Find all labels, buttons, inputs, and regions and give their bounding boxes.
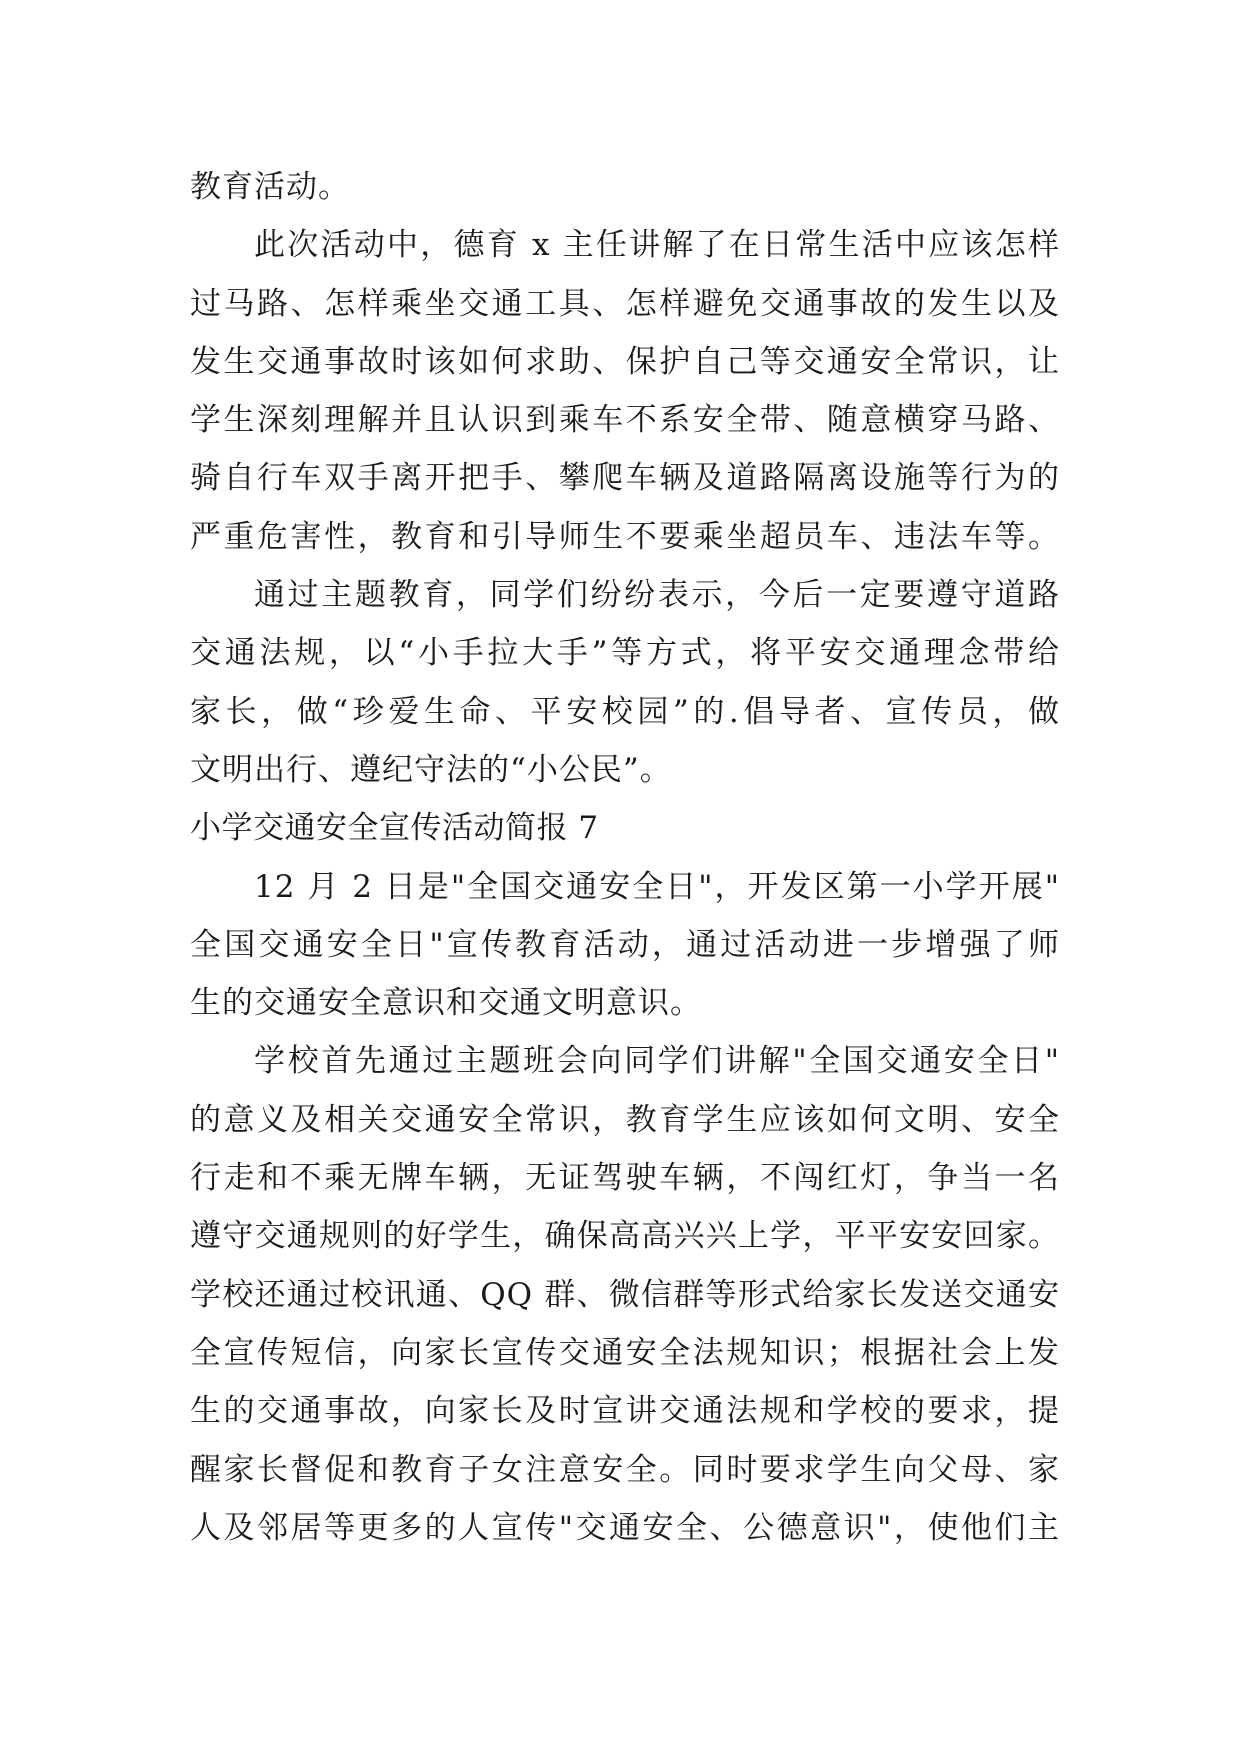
text-line: 学生深刻理解并且认识到乘车不系安全带、随意横穿马路、 xyxy=(190,402,1060,439)
text-line: 文明出行、遵纪守法的“小公民”。 xyxy=(190,751,672,788)
text-line: 家长，做“珍爱生命、平安校园”的.倡导者、宣传员，做 xyxy=(190,693,1060,730)
paragraph-first-line: 学校首先通过主题班会向同学们讲解"全国交通安全日" xyxy=(254,1043,1060,1080)
text-line: 遵守交通规则的好学生，确保高高兴兴上学，平平安安回家。 xyxy=(190,1218,1060,1255)
text-line: 交通法规，以“小手拉大手”等方式，将平安交通理念带给 xyxy=(190,635,1060,672)
paragraph-first-line: 12 月 2 日是"全国交通安全日"，开发区第一小学开展" xyxy=(254,868,1060,905)
text-line: 发生交通事故时该如何求助、保护自己等交通安全常识，让 xyxy=(190,343,1060,380)
text-line: 的意义及相关交通安全常识，教育学生应该如何文明、安全 xyxy=(190,1101,1060,1138)
text-line: 行走和不乘无牌车辆，无证驾驶车辆，不闯红灯，争当一名 xyxy=(190,1160,1060,1197)
document-body xyxy=(190,158,1060,1557)
text-line: 生的交通事故，向家长及时宣讲交通法规和学校的要求，提 xyxy=(190,1393,1060,1430)
text-line: 醒家长督促和教育子女注意安全。同时要求学生向父母、家 xyxy=(190,1451,1060,1488)
text-line: 全国交通安全日"宣传教育活动，通过活动进一步增强了师 xyxy=(190,926,1060,963)
text-line: 人及邻居等更多的人宣传"交通安全、公德意识"，使他们主 xyxy=(190,1509,1060,1546)
text-line: 教育活动。 xyxy=(190,169,350,205)
paragraph-first-line: 此次活动中，德育 x 主任讲解了在日常生活中应该怎样 xyxy=(254,227,1060,264)
text-line: 学校还通过校讯通、QQ 群、微信群等形式给家长发送交通安 xyxy=(190,1276,1060,1313)
text-line: 严重危害性，教育和引导师生不要乘坐超员车、违法车等。 xyxy=(190,518,1060,555)
text-line: 全宣传短信，向家长宣传交通安全法规知识；根据社会上发 xyxy=(190,1334,1060,1371)
text-line: 过马路、怎样乘坐交通工具、怎样避免交通事故的发生以及 xyxy=(190,285,1060,322)
text-line: 骑自行车双手离开把手、攀爬车辆及道路隔离设施等行为的 xyxy=(190,460,1060,497)
paragraph-first-line: 通过主题教育，同学们纷纷表示，今后一定要遵守道路 xyxy=(254,577,1060,614)
text-line: 生的交通安全意识和交通文明意识。 xyxy=(190,985,702,1022)
section-heading: 小学交通安全宣传活动简报 7 xyxy=(190,810,599,847)
